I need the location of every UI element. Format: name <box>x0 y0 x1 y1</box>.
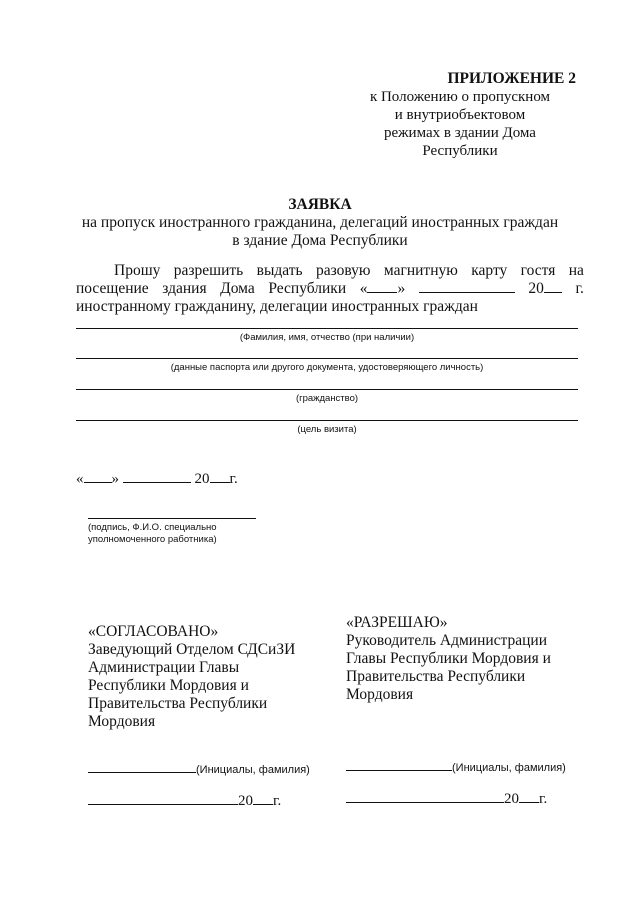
purpose-line[interactable] <box>76 420 578 421</box>
word: разрешить <box>173 262 244 279</box>
agreed-signature-blank[interactable] <box>88 760 196 773</box>
agreed-line: Правительства Республики <box>88 695 268 712</box>
approve-block <box>346 614 586 704</box>
appendix-line: Республики <box>422 143 498 159</box>
agreed-line: Заведующий Отделом СДСиЗИ <box>88 641 296 658</box>
document-title <box>0 196 640 250</box>
purpose-field[interactable] <box>76 420 578 436</box>
word: магнитную <box>383 262 458 279</box>
agreed-line: Администрации Главы <box>88 659 240 676</box>
agreed-date: 20 г. <box>88 792 281 810</box>
month-blank[interactable] <box>123 470 191 483</box>
year-blank[interactable] <box>210 470 230 483</box>
word: карту <box>471 262 508 279</box>
passport-line[interactable] <box>76 358 578 359</box>
day-blank[interactable] <box>84 470 112 483</box>
approve-date-blank[interactable] <box>346 790 504 803</box>
appendix-line: режимах в здании Дома <box>384 125 536 141</box>
word: посещение <box>76 280 149 297</box>
employee-signature <box>88 518 256 546</box>
approve-line: Правительства Республики <box>346 668 526 685</box>
agreed-heading: «СОГЛАСОВАНО» <box>88 623 219 640</box>
agreed-year-blank[interactable] <box>253 792 273 805</box>
passport-caption: (данные паспорта или другого документа, удостоверяющего личность) <box>170 362 484 373</box>
approve-year-blank[interactable] <box>519 790 539 803</box>
approve-signature-blank[interactable] <box>346 758 452 771</box>
approve-initials: (Инициалы, фамилия) <box>346 758 566 774</box>
month-blank[interactable] <box>419 280 515 293</box>
approve-line: Главы Республики Мордовия и <box>346 650 551 667</box>
year-blank[interactable] <box>544 280 562 293</box>
agreed-line: Мордовия <box>88 713 156 730</box>
day-blank[interactable] <box>367 280 397 293</box>
word: разовую <box>315 262 371 279</box>
request-paragraph <box>76 262 584 316</box>
agreed-block <box>88 623 328 731</box>
agreed-line: Республики Мордовия и <box>88 677 249 694</box>
word: Дома <box>220 280 255 297</box>
agreed-initials: (Инициалы, фамилия) <box>88 760 310 776</box>
request-line-3: иностранному гражданину, делегации иностранных граждан <box>76 298 478 315</box>
request-line-2 <box>76 280 584 298</box>
purpose-caption: (цель визита) <box>297 424 357 435</box>
word: гостя <box>520 262 556 279</box>
word: Республики <box>268 280 347 297</box>
signature-caption: (подпись, Ф.И.О. специально уполномоченного работника) <box>88 522 217 545</box>
approve-line: Мордовия <box>346 686 414 703</box>
appendix-line: к Положению о пропускном <box>369 89 551 105</box>
title-main: ЗАЯВКА <box>288 196 352 213</box>
fio-caption: (Фамилия, имя, отчество (при наличии) <box>239 332 415 343</box>
citizenship-caption: (гражданство) <box>295 393 359 404</box>
signature-line[interactable] <box>88 518 256 519</box>
appendix-heading: ПРИЛОЖЕНИЕ 2 <box>447 70 576 87</box>
approve-heading: «РАЗРЕШАЮ» <box>346 614 448 631</box>
request-line-1 <box>76 262 584 280</box>
approve-date: 20 г. <box>346 790 547 808</box>
appendix-line: и внутриобъектовом <box>394 107 526 123</box>
word: Прошу <box>114 262 161 279</box>
visit-date: « » <box>359 280 406 297</box>
word: выдать <box>256 262 303 279</box>
citizenship-line[interactable] <box>76 389 578 390</box>
citizenship-field[interactable] <box>76 389 578 405</box>
passport-field[interactable] <box>76 358 578 374</box>
application-date: « » 20 г. <box>76 471 238 487</box>
title-line: в здание Дома Республики <box>232 232 408 249</box>
fio-line[interactable] <box>76 328 578 329</box>
appendix-block <box>340 70 580 160</box>
title-line: на пропуск иностранного гражданина, делегаций иностранных граждан <box>81 214 559 231</box>
year-field: 20 <box>528 280 562 298</box>
word: здания <box>162 280 207 297</box>
word: г. <box>575 280 584 297</box>
approve-line: Руководитель Администрации <box>346 632 548 649</box>
agreed-date-blank[interactable] <box>88 792 238 805</box>
fio-field[interactable] <box>76 328 578 344</box>
word: на <box>568 262 584 279</box>
